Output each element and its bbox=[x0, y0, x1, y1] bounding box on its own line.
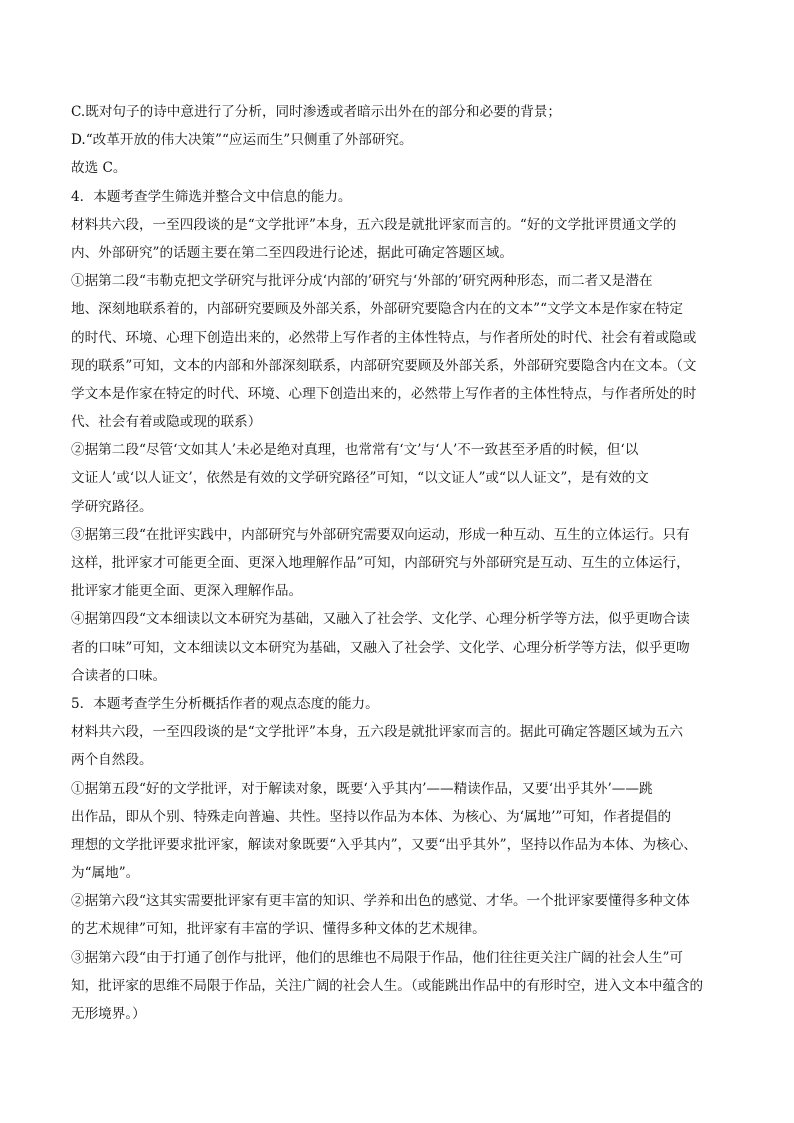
text-line: 代、社会有着或隐或现的联系） bbox=[71, 414, 262, 431]
text-line: 无形境界。） bbox=[71, 1006, 146, 1022]
text-line: 合读者的口味。 bbox=[71, 667, 167, 684]
text-line: 这样，批评家才可能更全面、更深入地理解作品”可知，内部研究与外部研究是互动、互生的立体运行， bbox=[71, 555, 690, 571]
text-line: ①据第五段“好的文学批评，对于解读对象，既要‘入乎其内’——精读作品，又要‘出乎其外’——跳 bbox=[71, 780, 653, 797]
text-line: 材料共六段，一至四段谈的是“文学批评”本身，五六段是就批评家而言的。“好的文学批评贯通文学的 bbox=[71, 216, 677, 233]
text-line: 学研究路径。 bbox=[71, 498, 153, 515]
text-line: 材料共六段，一至四段谈的是“文学批评”本身，五六段是就批评家而言的。据此可确定答题区域为五六 bbox=[71, 724, 684, 741]
text-line: 的时代、环境、心理下创造出来的，必然带上写作者的主体性特点，与作者所处的时代、社会有着或隐或 bbox=[71, 329, 697, 346]
text-line: ④据第四段“文本细读以文本研究为基础，又融入了社会学、文化学、心理分析学等方法，似乎更吻合读 bbox=[71, 611, 690, 628]
text-line: 文证人’或‘以人证文’，依然是有效的文学研究路径”可知，“以文证人”或“以人证文”，是有效的文 bbox=[71, 470, 649, 487]
text-line: 两个自然段。 bbox=[71, 752, 153, 769]
text-line: 地、深刻地联系着的，内部研究要顾及外部关系，外部研究要隐含内在的文本”“文学文本是作家在特定 bbox=[71, 301, 684, 318]
document-body bbox=[71, 98, 731, 1028]
text-line: 的艺术规律”可知，批评家有丰富的学识、懂得多种文体的艺术规律。 bbox=[71, 921, 486, 938]
text-line: D.“改革开放的伟大决策”“应运而生”只侧重了外部研究。 bbox=[71, 132, 413, 149]
text-line: 现的联系”可知，文本的内部和外部深刻联系，内部研究要顾及外部关系，外部研究要隐含内在文本。（文 bbox=[71, 357, 697, 374]
text-line: 故选 C。 bbox=[71, 160, 127, 177]
text-line: 出作品，即从个别、特殊走向普遍、共性。坚持以作品为本体、为核心、为‘属地’”可知，作者提倡的 bbox=[71, 808, 672, 825]
text-line: 者的口味”可知，文本细读以文本研究为基础，又融入了社会学、文化学、心理分析学等方法，似乎更吻 bbox=[71, 639, 690, 656]
text-line: 内、外部研究”的话题主要在第二至四段进行论述，据此可确定答题区域。 bbox=[71, 244, 513, 261]
text-line: 知，批评家的思维不局限于作品，关注广阔的社会人生。（或能跳出作品中的有形时空，进入文本中蕴含的 bbox=[71, 977, 704, 994]
text-line: 批评家才能更全面、更深入理解作品。 bbox=[71, 583, 303, 600]
text-line: C.既对句子的诗中意进行了分析，同时渗透或者暗示出外在的部分和必要的背景； bbox=[71, 104, 562, 120]
text-line: 学文本是作家在特定的时代、环境、心理下创造出来的，必然带上写作者的主体性特点，与作者所处的时 bbox=[71, 385, 697, 402]
text-line: ②据第六段“这其实需要批评家有更丰富的知识、学养和出色的感觉、才华。一个批评家要懂得多种文体 bbox=[71, 893, 690, 910]
text-line: 理想的文学批评要求批评家，解读对象既要“入乎其内”，又要“出乎其外”，坚持以作品为本体、为核心、 bbox=[71, 836, 697, 853]
text-line: ③据第三段“在批评实践中，内部研究与外部研究需要双向运动，形成一种互动、互生的立体运行。只有 bbox=[71, 526, 690, 543]
text-line: 5．本题考查学生分析概括作者的观点态度的能力。 bbox=[71, 695, 379, 712]
text-line: ②据第二段“尽管‘文如其人’未必是绝对真理，也常常有‘文’与‘人’不一致甚至矛盾的时候，但‘以 bbox=[71, 442, 639, 459]
text-line: 为“属地”。 bbox=[71, 865, 140, 882]
text-line: ①据第二段“韦勒克把文学研究与批评分成‘内部的’研究与‘外部的’研究两种形态，而二者又是潜在 bbox=[71, 273, 653, 290]
text-line: ③据第六段“由于打通了创作与批评，他们的思维也不局限于作品，他们往往更关注广阔的社会人生”可 bbox=[71, 949, 684, 966]
text-line: 4．本题考查学生筛选并整合文中信息的能力。 bbox=[71, 188, 352, 205]
